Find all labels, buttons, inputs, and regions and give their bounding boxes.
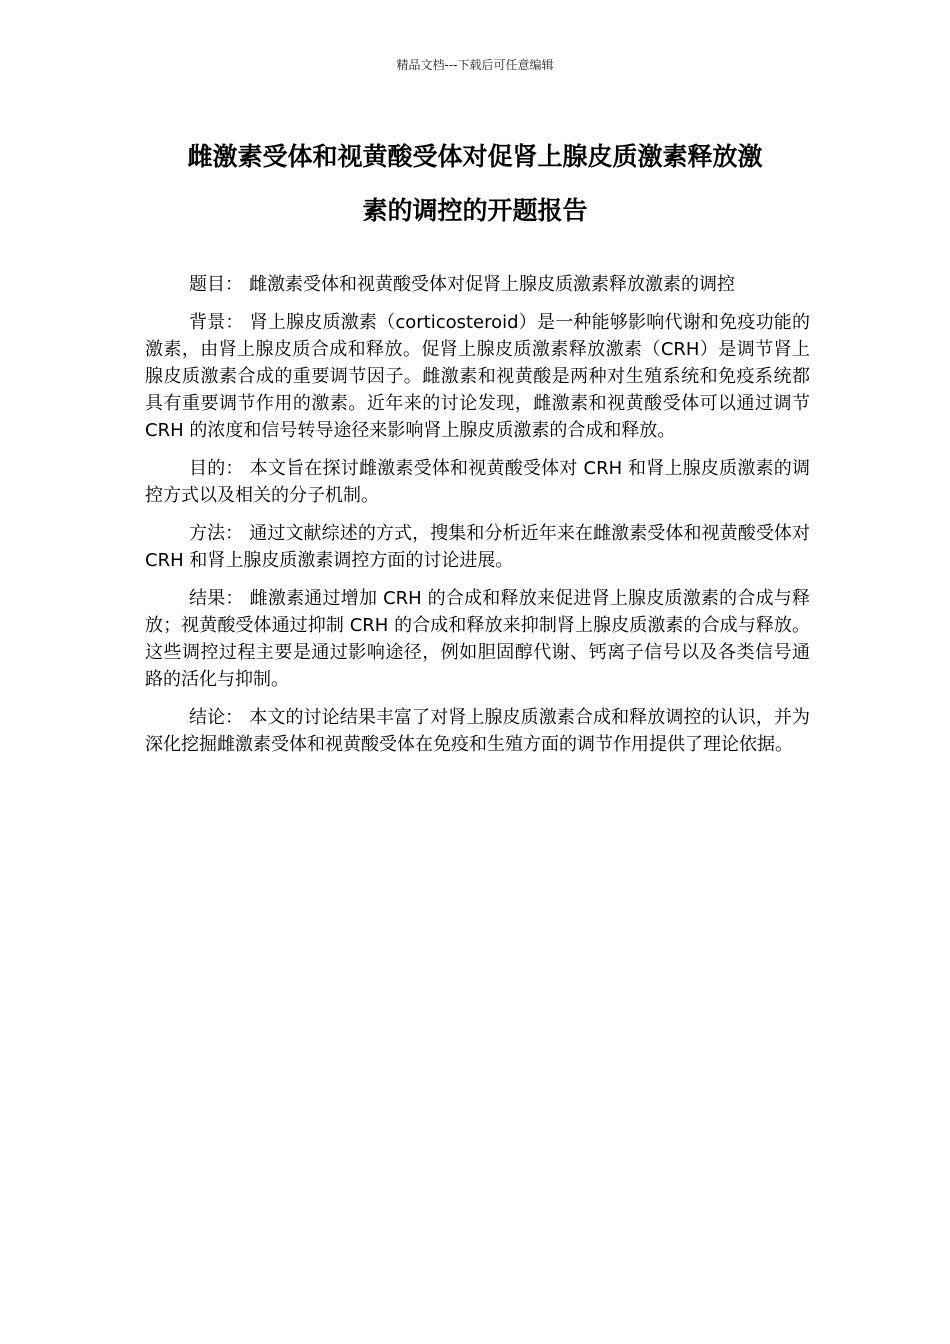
paragraph-label: 结果： [189, 588, 244, 609]
paragraph-conclusion [145, 704, 810, 758]
paragraph-label: 目的： [189, 458, 244, 479]
paragraph-label: 方法： [189, 523, 244, 544]
paragraph-label: 题目： [189, 274, 243, 295]
paragraph-text: 雌激素通过增加 CRH 的合成和释放来促进肾上腺皮质激素的合成与释放；视黄酸受体通过抑制 CRH 的合成和释放来抑制肾上腺皮质激素的合成与释放。这些调控过程主要是通过影响途径，例如胆固醇代谢、钙离子信号以及各类信号通路的活化与抑制。 [145, 588, 810, 690]
paragraph-method [145, 520, 810, 574]
paragraph-text: 本文旨在探讨雌激素受体和视黄酸受体对 CRH 和肾上腺皮质激素的调控方式以及相关的分子机制。 [145, 458, 810, 506]
paragraph-text: 雌激素受体和视黄酸受体对促肾上腺皮质激素释放激素的调控 [249, 274, 735, 295]
paragraph-text: 本文的讨论结果丰富了对肾上腺皮质激素合成和释放调控的认识，并为深化挖掘雌激素受体和视黄酸受体在免疫和生殖方面的调节作用提供了理论依据。 [145, 707, 811, 755]
title-line-1: 雌激素受体和视黄酸受体对促肾上腺皮质激素释放激 [187, 142, 763, 171]
paragraph-background [145, 309, 810, 444]
paragraph-label: 背景： [189, 312, 244, 333]
paragraph-label: 结论： [189, 707, 244, 728]
page-header: 精品文档---下载后可任意编辑 [396, 58, 554, 72]
paragraph-topic [145, 271, 810, 298]
paragraph-purpose [145, 455, 810, 509]
paragraph-text: 通过文献综述的方式，搜集和分析近年来在雌激素受体和视黄酸受体对 CRH 和肾上腺皮质激素调控方面的讨论进展。 [145, 523, 811, 571]
document-body [145, 271, 810, 769]
paragraph-text: 肾上腺皮质激素（corticosteroid）是一种能够影响代谢和免疫功能的激素，由肾上腺皮质合成和释放。促肾上腺皮质激素释放激素（CRH）是调节肾上腺皮质激素合成的重要调节因子。雌激素和视黄酸是两种对生殖系统和免疫系统都具有重要调节作用的激素。近年来的讨论发现，雌激素和视黄酸受体可以通过调节 CRH 的浓度和信号转导途径来影响肾上腺皮质激素的合成和释放。 [145, 312, 810, 441]
document-title [140, 130, 810, 238]
paragraph-results [145, 585, 810, 693]
title-line-2: 素的调控的开题报告 [362, 196, 588, 225]
